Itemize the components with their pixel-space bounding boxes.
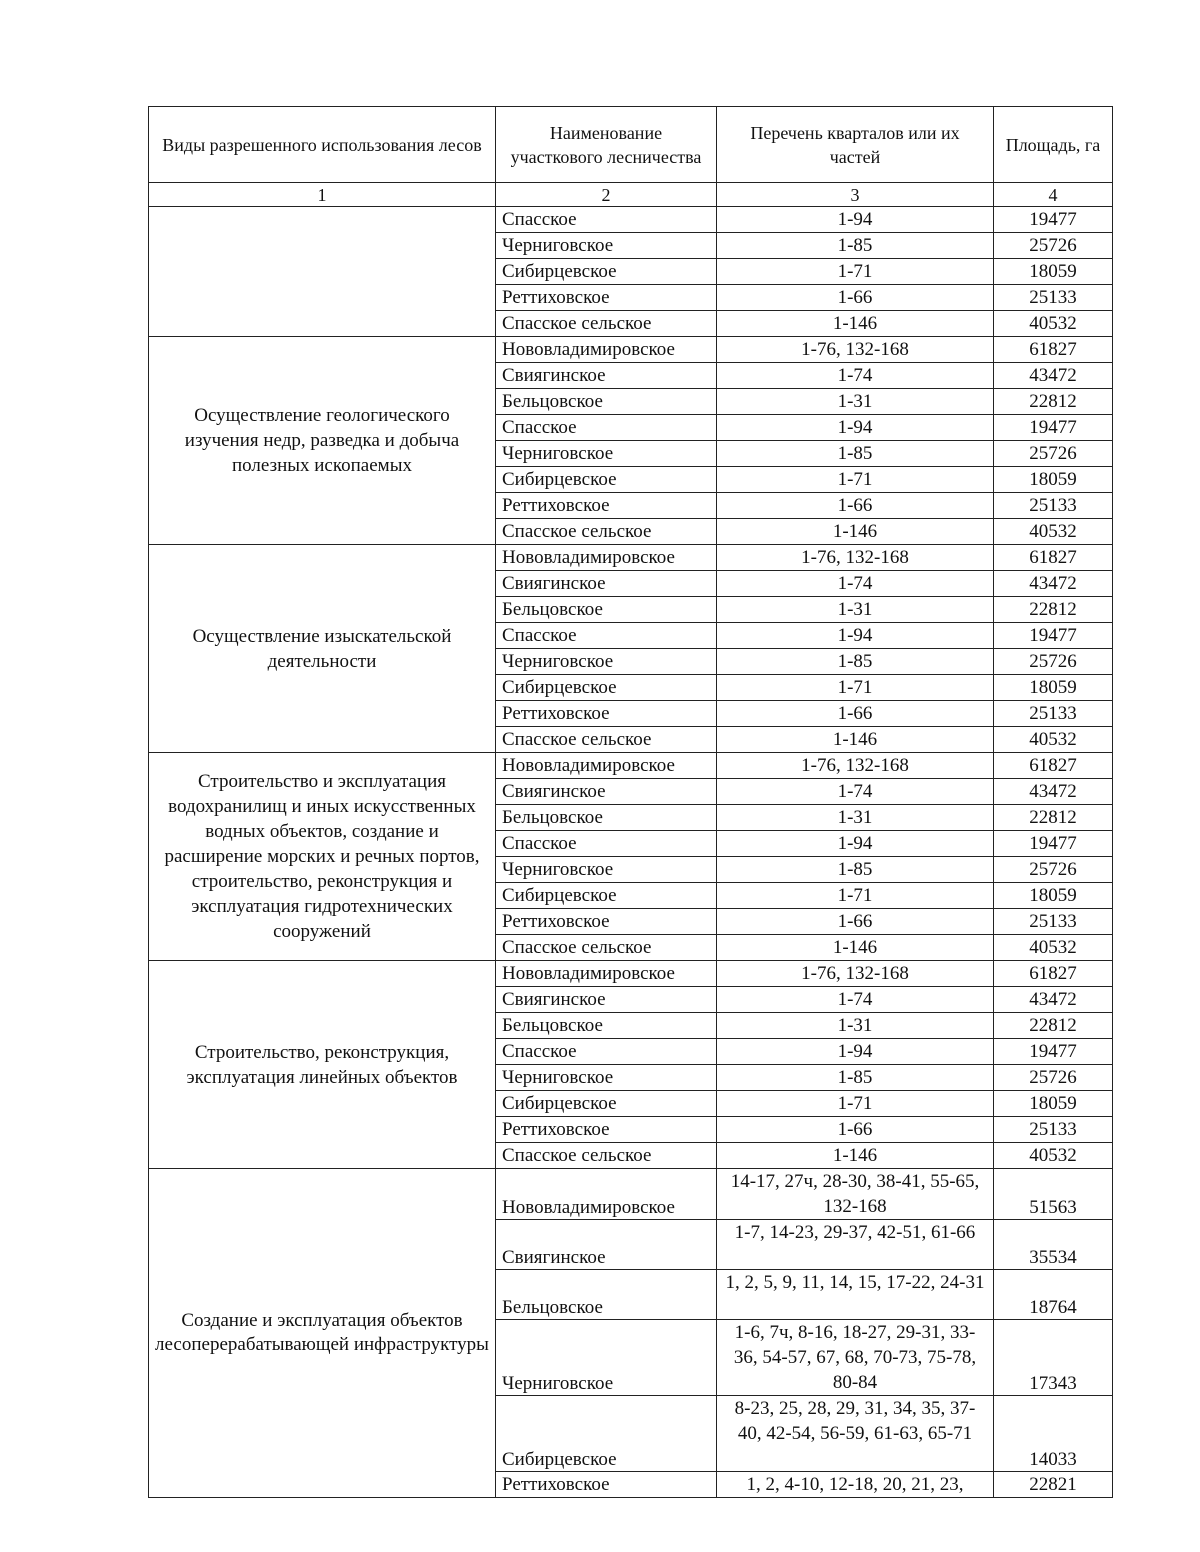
quarters-cell: 1-76, 132-168 (717, 753, 994, 779)
forestry-name-cell: Бельцовское (496, 389, 717, 415)
quarters-cell: 1-146 (717, 727, 994, 753)
quarters-cell: 1-71 (717, 467, 994, 493)
use-type-cell: Строительство и эксплуатация водохранилищ и иных искусственных водных объектов, создание и расширение морских и речных портов, строительство, реконструкция и эксплуатация гидротехнических сооружений (149, 753, 496, 961)
forest-use-table (148, 106, 1113, 1498)
area-cell: 43472 (994, 987, 1113, 1013)
forestry-name-cell: Спасское сельское (496, 727, 717, 753)
forestry-name-cell: Нововладимировское (496, 961, 717, 987)
forestry-name-cell: Черниговское (496, 1320, 717, 1396)
quarters-cell: 1-31 (717, 597, 994, 623)
quarters-cell: 1-71 (717, 675, 994, 701)
quarters-cell: 1-31 (717, 1013, 994, 1039)
quarters-cell: 1-6, 7ч, 8-16, 18-27, 29-31, 33-36, 54-57, 67, 68, 70-73, 75-78, 80-84 (717, 1320, 994, 1396)
area-cell: 40532 (994, 1143, 1113, 1169)
quarters-cell: 1-94 (717, 415, 994, 441)
forestry-name-cell: Спасское сельское (496, 311, 717, 337)
quarters-cell: 1-74 (717, 779, 994, 805)
quarters-cell: 1, 2, 4-10, 12-18, 20, 21, 23, (717, 1472, 994, 1498)
quarters-cell: 1-76, 132-168 (717, 545, 994, 571)
quarters-cell: 1-66 (717, 285, 994, 311)
forestry-name-cell: Сибирцевское (496, 1396, 717, 1472)
area-cell: 19477 (994, 415, 1113, 441)
forestry-name-cell: Сибирцевское (496, 259, 717, 285)
forestry-name-cell: Свиягинское (496, 987, 717, 1013)
forestry-name-cell: Свиягинское (496, 1220, 717, 1270)
area-cell: 61827 (994, 753, 1113, 779)
area-cell: 19477 (994, 831, 1113, 857)
forestry-name-cell: Нововладимировское (496, 753, 717, 779)
quarters-cell: 1-74 (717, 363, 994, 389)
forestry-name-cell: Сибирцевское (496, 675, 717, 701)
forestry-name-cell: Нововладимировское (496, 1169, 717, 1220)
area-cell: 40532 (994, 519, 1113, 545)
quarters-cell: 1-66 (717, 909, 994, 935)
area-cell: 19477 (994, 207, 1113, 233)
forestry-name-cell: Бельцовское (496, 805, 717, 831)
header-forestry-name: Наименование участкового лесничества (496, 107, 717, 183)
forestry-name-cell: Бельцовское (496, 1270, 717, 1320)
header-quarters-list: Перечень кварталов или их частей (717, 107, 994, 183)
area-cell: 25133 (994, 701, 1113, 727)
forestry-name-cell: Реттиховское (496, 909, 717, 935)
area-cell: 25726 (994, 1065, 1113, 1091)
column-number: 1 (149, 183, 496, 207)
use-type-cell (149, 207, 496, 337)
area-cell: 25133 (994, 493, 1113, 519)
header-row (149, 107, 1113, 183)
quarters-cell: 1-7, 14-23, 29-37, 42-51, 61-66 (717, 1220, 994, 1270)
quarters-cell: 1-74 (717, 987, 994, 1013)
use-type-cell: Создание и эксплуатация объектов лесоперерабатывающей инфраструктуры (149, 1169, 496, 1498)
area-cell: 25726 (994, 857, 1113, 883)
area-cell: 61827 (994, 961, 1113, 987)
quarters-cell: 1-94 (717, 831, 994, 857)
area-cell: 40532 (994, 311, 1113, 337)
quarters-cell: 1-94 (717, 1039, 994, 1065)
area-cell: 18059 (994, 675, 1113, 701)
forestry-name-cell: Сибирцевское (496, 1091, 717, 1117)
forestry-name-cell: Бельцовское (496, 1013, 717, 1039)
quarters-cell: 1-85 (717, 649, 994, 675)
area-cell: 40532 (994, 935, 1113, 961)
column-number: 4 (994, 183, 1113, 207)
forestry-name-cell: Спасское сельское (496, 935, 717, 961)
forestry-name-cell: Нововладимировское (496, 545, 717, 571)
quarters-cell: 1-146 (717, 1143, 994, 1169)
table-row (149, 753, 1113, 779)
quarters-cell: 1-71 (717, 1091, 994, 1117)
area-cell: 22812 (994, 805, 1113, 831)
quarters-cell: 1-85 (717, 441, 994, 467)
header-use-type: Виды разрешенного использования лесов (149, 107, 496, 183)
table-row (149, 337, 1113, 363)
quarters-cell: 1-74 (717, 571, 994, 597)
forestry-name-cell: Спасское (496, 415, 717, 441)
area-cell: 14033 (994, 1396, 1113, 1472)
area-cell: 25726 (994, 649, 1113, 675)
area-cell: 19477 (994, 623, 1113, 649)
area-cell: 17343 (994, 1320, 1113, 1396)
area-cell: 19477 (994, 1039, 1113, 1065)
quarters-cell: 14-17, 27ч, 28-30, 38-41, 55-65, 132-168 (717, 1169, 994, 1220)
forestry-name-cell: Спасское сельское (496, 1143, 717, 1169)
area-cell: 18059 (994, 467, 1113, 493)
forestry-name-cell: Черниговское (496, 441, 717, 467)
quarters-cell: 1, 2, 5, 9, 11, 14, 15, 17-22, 24-31 (717, 1270, 994, 1320)
column-number: 2 (496, 183, 717, 207)
area-cell: 61827 (994, 545, 1113, 571)
area-cell: 25726 (994, 233, 1113, 259)
quarters-cell: 1-66 (717, 493, 994, 519)
area-cell: 43472 (994, 363, 1113, 389)
table-row (149, 207, 1113, 233)
area-cell: 22812 (994, 597, 1113, 623)
area-cell: 22812 (994, 389, 1113, 415)
forestry-name-cell: Спасское (496, 623, 717, 649)
quarters-cell: 1-85 (717, 1065, 994, 1091)
area-cell: 25133 (994, 285, 1113, 311)
table-row (149, 545, 1113, 571)
quarters-cell: 1-76, 132-168 (717, 337, 994, 363)
forestry-name-cell: Реттиховское (496, 1117, 717, 1143)
forestry-name-cell: Черниговское (496, 1065, 717, 1091)
forestry-name-cell: Реттиховское (496, 701, 717, 727)
area-cell: 43472 (994, 779, 1113, 805)
use-type-cell: Осуществление изыскательской деятельности (149, 545, 496, 753)
use-type-cell: Строительство, реконструкция, эксплуатация линейных объектов (149, 961, 496, 1169)
forestry-name-cell: Черниговское (496, 649, 717, 675)
forestry-name-cell: Сибирцевское (496, 883, 717, 909)
area-cell: 25726 (994, 441, 1113, 467)
quarters-cell: 1-66 (717, 701, 994, 727)
quarters-cell: 1-94 (717, 207, 994, 233)
use-type-cell: Осуществление геологического изучения недр, разведка и добыча полезных ископаемых (149, 337, 496, 545)
forestry-name-cell: Спасское сельское (496, 519, 717, 545)
area-cell: 22812 (994, 1013, 1113, 1039)
area-cell: 51563 (994, 1169, 1113, 1220)
quarters-cell: 1-31 (717, 389, 994, 415)
table-row (149, 1169, 1113, 1220)
forestry-name-cell: Свиягинское (496, 363, 717, 389)
forestry-name-cell: Спасское (496, 831, 717, 857)
area-cell: 18059 (994, 259, 1113, 285)
forestry-name-cell: Спасское (496, 207, 717, 233)
forestry-name-cell: Спасское (496, 1039, 717, 1065)
forestry-name-cell: Бельцовское (496, 597, 717, 623)
forestry-name-cell: Свиягинское (496, 779, 717, 805)
area-cell: 40532 (994, 727, 1113, 753)
quarters-cell: 1-94 (717, 623, 994, 649)
forestry-name-cell: Черниговское (496, 857, 717, 883)
quarters-cell: 1-146 (717, 311, 994, 337)
column-number-row (149, 183, 1113, 207)
forestry-name-cell: Сибирцевское (496, 467, 717, 493)
quarters-cell: 1-146 (717, 519, 994, 545)
quarters-cell: 1-146 (717, 935, 994, 961)
quarters-cell: 1-85 (717, 857, 994, 883)
area-cell: 18764 (994, 1270, 1113, 1320)
area-cell: 43472 (994, 571, 1113, 597)
quarters-cell: 1-85 (717, 233, 994, 259)
forestry-name-cell: Реттиховское (496, 493, 717, 519)
forestry-name-cell: Черниговское (496, 233, 717, 259)
forestry-name-cell: Реттиховское (496, 285, 717, 311)
forestry-name-cell: Нововладимировское (496, 337, 717, 363)
quarters-cell: 1-71 (717, 259, 994, 285)
quarters-cell: 1-31 (717, 805, 994, 831)
quarters-cell: 1-66 (717, 1117, 994, 1143)
table-row (149, 961, 1113, 987)
quarters-cell: 8-23, 25, 28, 29, 31, 34, 35, 37-40, 42-54, 56-59, 61-63, 65-71 (717, 1396, 994, 1472)
column-number: 3 (717, 183, 994, 207)
area-cell: 35534 (994, 1220, 1113, 1270)
forestry-name-cell: Свиягинское (496, 571, 717, 597)
area-cell: 25133 (994, 909, 1113, 935)
quarters-cell: 1-71 (717, 883, 994, 909)
area-cell: 61827 (994, 337, 1113, 363)
area-cell: 22821 (994, 1472, 1113, 1498)
quarters-cell: 1-76, 132-168 (717, 961, 994, 987)
area-cell: 25133 (994, 1117, 1113, 1143)
area-cell: 18059 (994, 883, 1113, 909)
forestry-name-cell: Реттиховское (496, 1472, 717, 1498)
area-cell: 18059 (994, 1091, 1113, 1117)
header-area: Площадь, га (994, 107, 1113, 183)
